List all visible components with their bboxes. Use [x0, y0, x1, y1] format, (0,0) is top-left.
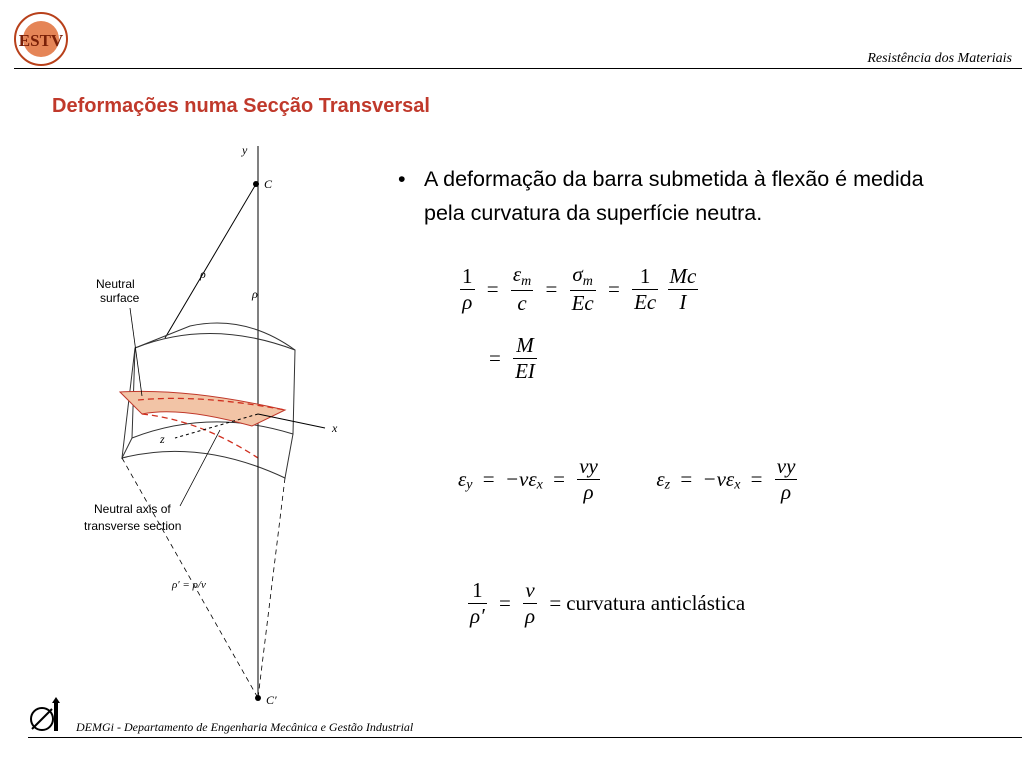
neutral-axis-label-2: transverse section — [84, 519, 182, 533]
header-divider — [14, 68, 1022, 69]
center-c-prime-label: C′ — [266, 693, 277, 707]
transverse-strain-equations: $\varepsilon_y = -\nu\varepsilon_x$ = $\frac{\nu y}{\rho}$ $\varepsilon_z = -\nu\varepsilon_x$ = $\frac{\nu y}{\rho}$ — [458, 454, 796, 504]
y-axis-label: y — [242, 143, 248, 157]
x-axis-label: x — [332, 421, 338, 435]
bullet-symbol: • — [398, 167, 406, 191]
logo-text: ESTV — [18, 31, 64, 50]
bullet-point — [398, 162, 958, 230]
demgi-logo — [26, 697, 68, 735]
estv-logo — [8, 6, 74, 68]
center-c-label: C — [264, 177, 273, 191]
curvature-equation: $\frac{1}{\rho}$ = $\frac{\varepsilon_m}{c}$ = $\frac{\sigma_m}{Ec}$ = $\frac{1}{Ec}$ $\frac{Mc}{I}$ — [462, 262, 697, 315]
neutral-surface-label-1: Neutral — [96, 277, 135, 291]
rho-left-label: ρ — [200, 267, 206, 281]
rho-mid-label: ρ — [252, 287, 258, 301]
z-axis-label: z — [160, 432, 165, 446]
curvature-equation-continued: = $\frac{M}{EI}$ — [489, 333, 535, 383]
beam-bending-diagram — [80, 138, 370, 710]
anticlastic-curvature-equation: $\frac{1}{\rho'}$ = $\frac{\nu}{\rho}$ = curvatura anticlástica — [470, 578, 746, 628]
footer-divider — [28, 737, 1022, 738]
bullet-text: A deformação da barra submetida à flexão é medida pela curvatura da superfície neutra. — [424, 167, 924, 225]
slide-title: Deformações numa Secção Transversal — [52, 95, 430, 117]
footer-department: DEMGi - Departamento de Engenharia Mecânica e Gestão Industrial — [76, 720, 414, 734]
rho-prime-label: ρ′ = ρ/ν — [172, 579, 206, 591]
course-title: Resistência dos Materiais — [867, 51, 1012, 66]
neutral-surface-label-2: surface — [100, 291, 140, 305]
neutral-axis-label-1: Neutral axis of — [94, 502, 171, 516]
